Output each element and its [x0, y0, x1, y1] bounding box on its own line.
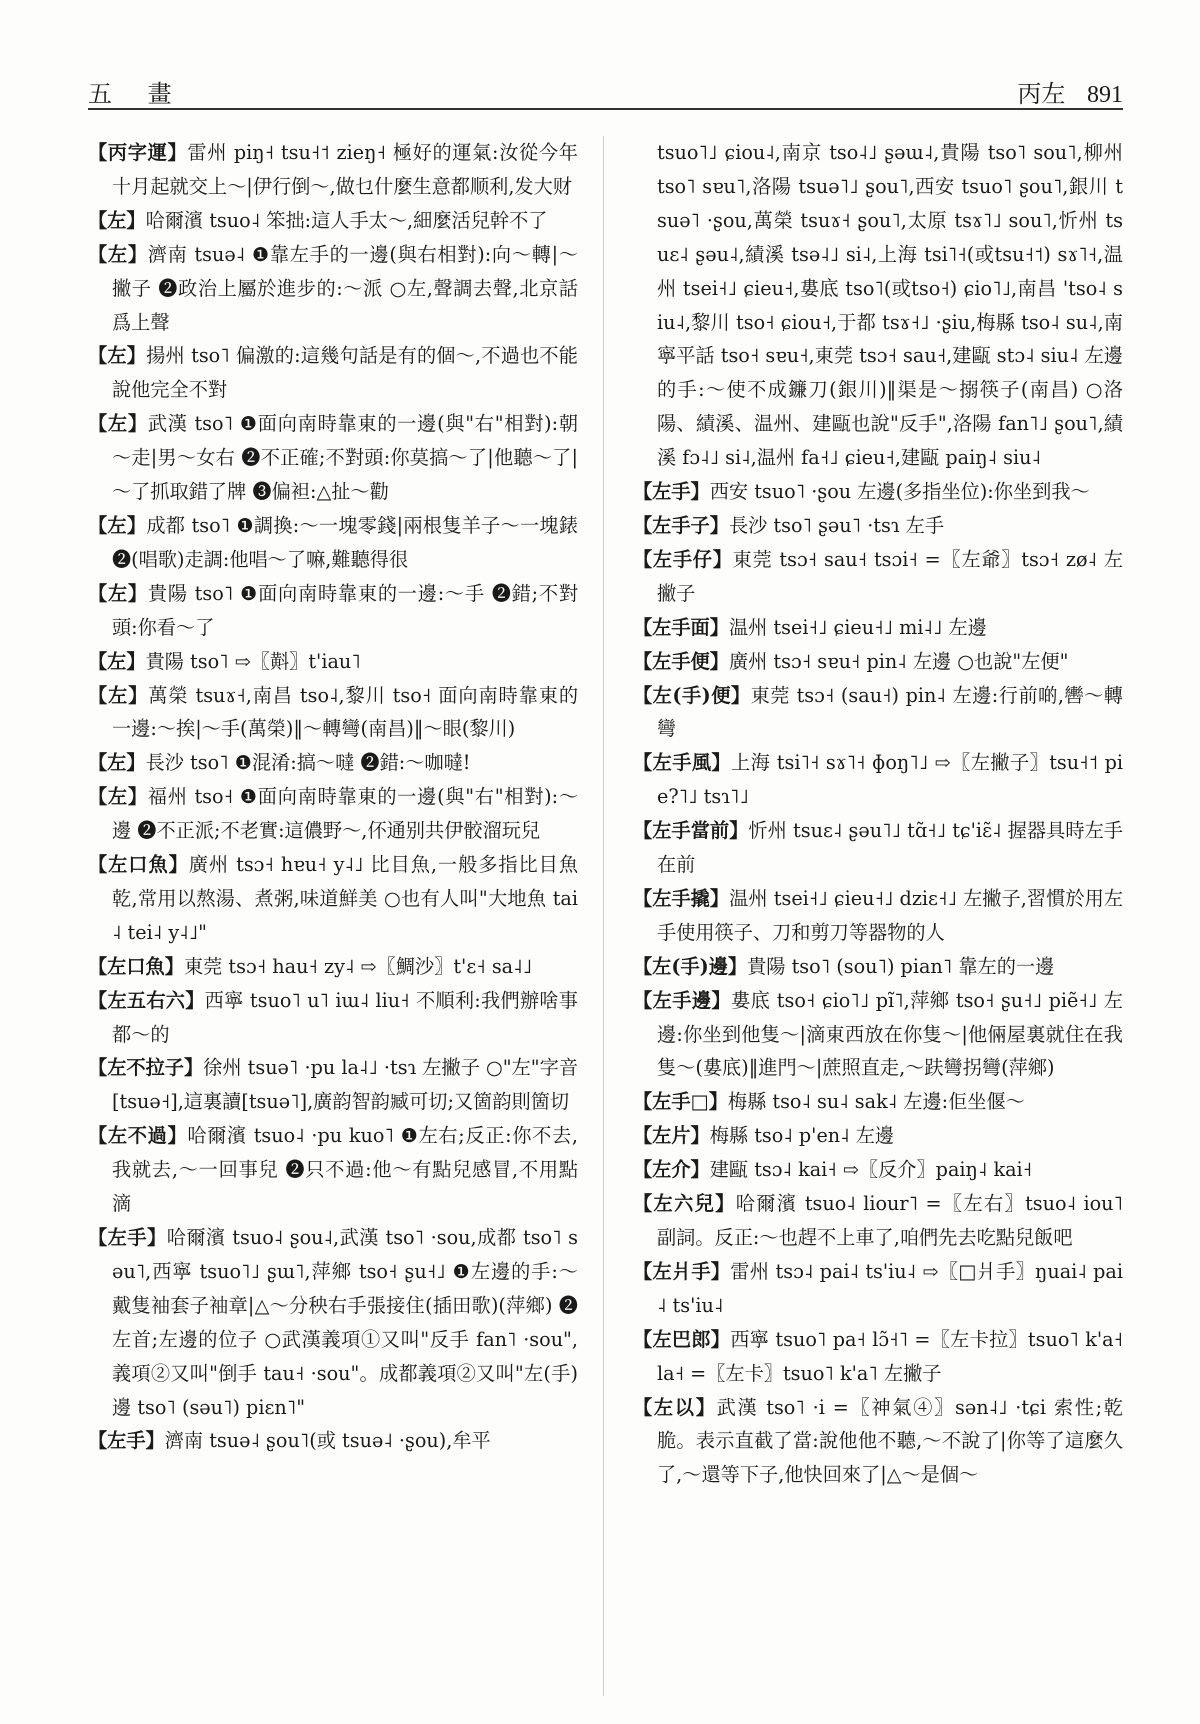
entry: [633, 1323, 1123, 1391]
header-rule: [88, 108, 1123, 110]
definition: 貴陽 tso˥ ❶面向南時靠東的一邊:～手 ❷錯;不對頭:你看～了: [112, 581, 578, 639]
entry: [633, 950, 1123, 984]
headword: 【左不過】: [88, 1124, 188, 1148]
running-head-chars: 丙左: [1017, 80, 1066, 108]
definition: 廣州 tsɔ˧ hɐu˧ y˨˩ 比目魚,一般多指比目魚乾,常用以熬湯、煮粥,味道鮮美 ○也有人叫"大地魚 tai˨ tei˨ y˨˩": [112, 853, 578, 944]
headword: 【左】: [88, 683, 149, 707]
entry: [88, 509, 578, 577]
headword: 【左手面】: [633, 615, 729, 639]
headword: 【左爿手】: [633, 1259, 731, 1283]
headword: 【左】: [88, 649, 146, 673]
headword: 【左口魚】: [88, 853, 189, 877]
definition: 揚州 tso˥ 偏激的:這幾句話是有的個～,不過也不能說他完全不對: [112, 344, 578, 402]
headword: 【左手當前】: [633, 819, 749, 843]
entry-continuation: [633, 136, 1123, 475]
entry: [88, 204, 578, 238]
definition: 上海 tsi˥˧ sɤ˥˧ ɸoŋ˥˩ ⇨〖左撇子〗tsu˧˦ pie?˥˩ tsɿ˥˩: [657, 751, 1123, 809]
column-left: [88, 136, 578, 1696]
headword: 【左手撬】: [633, 886, 730, 910]
entry: [633, 1085, 1123, 1119]
entry: [633, 1153, 1123, 1187]
entry: [633, 611, 1123, 645]
headword: 【左手】: [88, 1429, 165, 1453]
entry: [88, 746, 578, 780]
headword: 【左手便】: [633, 649, 729, 673]
entry: [633, 1391, 1123, 1493]
definition: 東莞 tsɔ˧ (sau˧) pin˨ 左邊:行前啲,轡～轉彎: [657, 683, 1123, 741]
entry: [88, 1221, 578, 1424]
headword: 【左手子】: [633, 513, 729, 537]
definition: 福州 tso˧ ❶面向南時靠東的一邊(與"右"相對):～邊 ❷不正派;不老實:這儂野～,伓通别共伊骹溜玩兒: [112, 785, 578, 843]
headword: 【左】: [88, 344, 147, 368]
definition: 哈爾濱 tsuo˨ 笨拙:這人手太～,細麼活兒幹不了: [145, 208, 548, 232]
entry: [88, 577, 578, 645]
entry: [633, 543, 1123, 611]
definition: 西寧 tsuo˥ u˥ iɯ˨ liu˧ 不順利:我們辦啥事都～的: [112, 988, 578, 1046]
section-title: 五 畫: [88, 80, 186, 108]
headword: 【左手邊】: [633, 988, 732, 1012]
entry: [88, 1424, 578, 1458]
headword: 【左手】: [88, 1226, 167, 1249]
entry: [633, 882, 1123, 950]
entry: [88, 407, 578, 509]
definition: 建甌 tsɔ˨ kai˧ ⇨〖反介〗paiŋ˨ kai˧: [709, 1158, 1033, 1182]
definition: 梅縣 tso˨ su˨ sak˨ 左邊:佢坐偃～: [727, 1090, 1025, 1114]
definition: 濟南 tsuə˨ ʂou˥(或 tsuə˨ ·ʂou),牟平: [164, 1429, 491, 1453]
definition: 濟南 tsuə˨ ❶靠左手的一邊(與右相對):向～轉|～撇子 ❷政治上屬於進步的:～派 ○左,聲調去聲,北京話爲上聲: [112, 242, 578, 334]
definition: 温州 tsei˧˩ ɕieu˧˩ dziɛ˧˩ 左撇子,習慣於用左手使用筷子、刀和剪刀等器物的人: [657, 886, 1123, 944]
definition: 成都 tso˥ ❶調換:～一塊零錢|兩根隻羊子～一塊錶 ❷(唱歌)走調:他唱～了嘛,難聽得很: [112, 513, 578, 571]
definition: 婁底 tso˧ ɕio˥˩ pĩ˥,萍鄉 tso˧ ʂu˧˩ piẽ˧˩ 左邊:你坐到他隻～|滴東西放在你隻～|他倆屋裏就住在我隻～(婁底)‖進門～|蔗照直走,～趺彎拐彎(萍鄉): [657, 988, 1123, 1080]
definition: 貴陽 tso˥ ⇨〖斢〗t'iau˥: [145, 649, 361, 673]
definition: 東莞 tsɔ˧ hau˧ zy˨ ⇨〖鯛沙〗t'ɛ˧ sa˨˩: [183, 954, 533, 978]
definition: 武漢 tso˥ ❶面向南時靠東的一邊(與"右"相對):朝～走|男～女右 ❷不正確;不對頭:你莫搞～了|他聽～了|～了抓取錯了牌 ❸偏袒:△扯～勸: [112, 412, 578, 504]
definition: 雷州 piŋ˧ tsu˧˦ zieŋ˧ 極好的運氣:汝從今年十月起就交上～|伊行倒～,做乜什麼生意都顺利,发大财: [112, 141, 578, 198]
headword: 【左】: [88, 513, 147, 537]
headword: 【左(手)便】: [633, 683, 751, 707]
column-divider: [603, 136, 604, 1696]
headword: 【左片】: [633, 1124, 710, 1148]
headword: 【左】: [88, 785, 148, 809]
definition: 哈爾濱 tsuo˨ ·pu kuo˥ ❶左右;反正:你不去,我就去,～一回事兒 ❷只不過:他～有點兒感冒,不用點滴: [112, 1124, 578, 1216]
entry: [633, 1119, 1123, 1153]
headword: 【左六兒】: [633, 1192, 736, 1216]
definition: 長沙 tso˥ ʂəu˥ ·tsɿ 左手: [728, 513, 945, 537]
headword: 【左口魚】: [88, 954, 184, 978]
entry: [88, 136, 578, 204]
headword: 【左】: [88, 412, 148, 436]
headword: 【左】: [88, 208, 146, 232]
page-header: [88, 70, 1123, 112]
definition: 貴陽 tso˥ (sou˥) pian˥ 靠左的一邊: [747, 954, 1055, 978]
definition: 温州 tsei˧˩ ɕieu˧˩ mi˨˩ 左邊: [728, 615, 987, 639]
entry: [633, 509, 1123, 543]
definition: 雷州 tsɔ˨ pai˨ ts'iu˨ ⇨〖□爿手〗ŋuai˨ pai˨ ts'iu˨: [657, 1259, 1123, 1317]
definition: 忻州 tsuɛ˨ ʂəu˥˩ tɑ̃˧˩ tɕ'iɛ̃˨ 握器具時左手在前: [657, 819, 1123, 877]
running-head: [1017, 74, 1123, 109]
headword: 【左(手)邊】: [633, 954, 748, 978]
headword: 【左】: [88, 751, 146, 775]
definition: 西安 tsuo˥ ·ʂou 左邊(多指坐位):你坐到我～: [709, 480, 1090, 504]
entry: [88, 780, 578, 848]
headword: 【丙字運】: [88, 141, 188, 164]
headword: 【左手□】: [633, 1090, 728, 1114]
entry: [633, 679, 1123, 747]
entry: [88, 645, 578, 679]
definition: 哈爾濱 tsuo˨ liour˥ =〖左右〗tsuo˨ iou˥ 副詞。反正:～也趕不上車了,咱們先去吃點兒飯吧: [657, 1192, 1123, 1249]
entry: [88, 1119, 578, 1221]
column-right: [633, 136, 1123, 1696]
entry: [88, 679, 578, 747]
entry: [633, 645, 1123, 679]
entry: [88, 238, 578, 340]
headword: 【左以】: [633, 1395, 717, 1419]
definition: 西寧 tsuo˥ pa˧ lɔ̃˧˥ =〖左卡拉〗tsuo˥ k'a˧ la˧ =〖左卡〗tsuo˥ k'a˥ 左撇子: [657, 1327, 1123, 1385]
entry: [88, 950, 578, 984]
definition: tsuo˥˩ ɕiou˨,南京 tso˨˩ ʂəɯ˨,貴陽 tso˥ sou˥,柳州 tso˥ sɐu˥,洛陽 tsuə˥˩ ʂou˥,西安 tsuo˥ ʂou˥,銀川 tsuə˥ ·ʂou,萬榮 tsuɤ˧ ʂou˥,太原 tsɤ˥˩ sou˥,忻州 tsuɛ˨ ʂəu˨,績溪 tsə˨˩ si˨,上海 tsi˥˧(或tsu˧˦) sɤ˥˧,温州 tsei˧˩ ɕieu˧,婁底 tso˥(或tso˧) ɕio˥˩,南昌 'tso˨ siu˨,黎川 tso˧ ɕiou˧,于都 tsɤ˧˩ ·ʂiu,梅縣 tso˨ su˨,南寧平話 tso˧ sɐu˧,東莞 tsɔ˧ sau˧,建甌 stɔ˨ siu˨ 左邊的手:～使不成鐮刀(銀川)‖渠是～搦筷子(南昌) ○洛陽、績溪、温州、建甌也說"反手",洛陽 fan˥˩ ʂou˥,績溪 fɔ˨˩ si˨,温州 fa˧˩ ɕieu˧,建甌 paiŋ˨ siu˨: [657, 141, 1123, 470]
definition: 梅縣 tso˨ p'en˨ 左邊: [709, 1124, 895, 1148]
definition: 廣州 tsɔ˧ sɐu˧ pin˨ 左邊 ○也說"左便": [728, 649, 1069, 673]
headword: 【左五右六】: [88, 988, 205, 1012]
headword: 【左】: [88, 242, 148, 266]
entry: [88, 848, 578, 950]
entry: [633, 475, 1123, 509]
headword: 【左手仔】: [633, 547, 733, 571]
definition: 長沙 tso˥ ❶混淆:搞～噠 ❷錯:～咖噠!: [145, 751, 471, 775]
entry: [633, 1187, 1123, 1255]
entry: [88, 984, 578, 1052]
definition: 武漢 tso˥ ·i =〖神氣④〗sən˨˩ ·tɕi 索性;乾脆。表示直截了當:說他他不聽,～不說了|你等了這麼久了,～還等下子,他快回來了|△～是個～: [657, 1395, 1123, 1487]
headword: 【左】: [88, 581, 148, 605]
definition: 萬榮 tsuɤ˧,南昌 tso˨,黎川 tso˧ 面向南時靠東的一邊:～挨|～手(萬榮)‖～轉彎(南昌)‖～眼(黎川): [112, 683, 578, 741]
entry: [633, 814, 1123, 882]
headword: 【左手風】: [633, 751, 732, 775]
headword: 【左手】: [633, 480, 710, 504]
page-number: 891: [1087, 82, 1123, 108]
entry: [633, 984, 1123, 1086]
entry: [88, 339, 578, 407]
entry: [633, 746, 1123, 814]
definition: 徐州 tsuə˥ ·pu la˨˩ ·tsɿ 左撇子 ○"左"字音[tsuə˧],這裏讀[tsuə˥],廣韵智韵臧可切;又箇韵則箇切: [112, 1056, 578, 1114]
headword: 【左不拉子】: [88, 1056, 204, 1080]
definition: 哈爾濱 tsuo˨ ʂou˨,武漢 tso˥ ·sou,成都 tso˥ səu˥,西寧 tsuo˥˩ ʂɯ˥,萍鄉 tso˧ ʂu˧˩ ❶左邊的手:～戴隻袖套子袖章|△～分秧右手張接住(插田歌)(萍鄉) ❷左首;左邊的位子 ○武漢義項①又叫"反手 fan˥ ·sou",義項②又叫"倒手 tau˧ ·sou"。成都義項②又叫"左(手)邊 tso˥ (səu˥) piɛn˥": [112, 1226, 578, 1419]
headword: 【左巴郎】: [633, 1327, 731, 1351]
headword: 【左介】: [633, 1158, 710, 1182]
definition: 東莞 tsɔ˧ sau˧ tsɔi˧ =〖左爺〗tsɔ˧ zø˨ 左撇子: [657, 547, 1123, 605]
entry: [88, 1051, 578, 1119]
entry: [633, 1255, 1123, 1323]
